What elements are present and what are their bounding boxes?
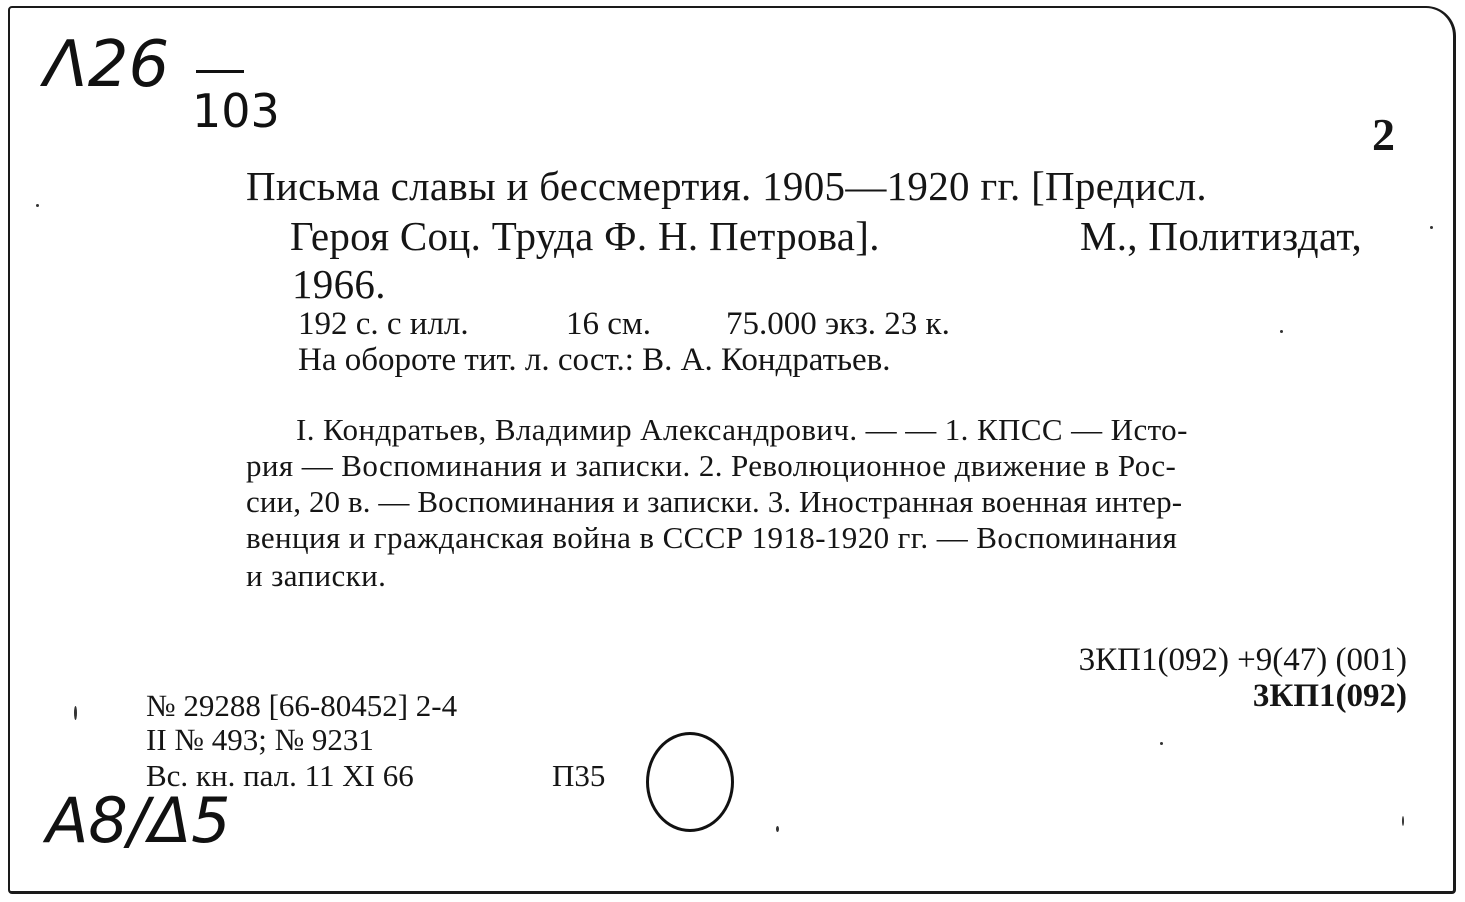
shelf-fraction-bar — [196, 70, 244, 73]
entry-statement-line: Героя Соц. Труда Ф. Н. Петрова]. — [290, 213, 880, 259]
classification-index: 3КП1(092) +9(47) (001) — [1078, 642, 1407, 678]
scan-speck — [1160, 742, 1163, 745]
author-mark: П35 — [552, 758, 606, 793]
scan-speck — [776, 826, 779, 832]
registry-number: № 29288 [66-80452] 2-4 — [146, 688, 458, 723]
handwritten-shelf-fraction: 103 — [192, 84, 280, 138]
subject-line: рия — Воспоминания и записки. 2. Революционное движение в Рос- — [246, 448, 1177, 483]
chamber-date: Вс. кн. пал. 11 XI 66 — [146, 758, 414, 793]
subject-line: и записки. — [246, 558, 387, 593]
scan-speck — [36, 204, 39, 207]
scan-speck — [74, 706, 77, 720]
card-number: 2 — [1372, 109, 1395, 160]
compiler-note: На обороте тит. л. сост.: В. А. Кондратьев. — [298, 342, 891, 378]
handwritten-inventory-mark: A8/Δ5 — [46, 784, 231, 857]
subject-line: сии, 20 в. — Воспоминания и записки. 3. Иностранная военная интер- — [246, 484, 1183, 519]
entry-year: 1966. — [292, 261, 386, 307]
subject-line: венция и гражданская война в СССР 1918-1920 гг. — Воспоминания — [246, 520, 1178, 555]
subject-line: I. Кондратьев, Владимир Александрович. — — 1. КПСС — Исто- — [296, 412, 1188, 447]
punch-hole — [646, 732, 734, 832]
registry-numbers: II № 493; № 9231 — [146, 722, 374, 757]
scan-speck — [1280, 330, 1283, 333]
collation-size: 16 см. — [566, 306, 652, 342]
entry-imprint: М., Политиздат, — [1080, 213, 1363, 259]
classification-index-secondary: 3КП1(092) — [1252, 678, 1407, 714]
scan-speck — [1402, 816, 1404, 826]
scan-speck — [1430, 226, 1433, 229]
collation-pages: 192 с. с илл. — [298, 306, 469, 342]
collation-run: 75.000 экз. 23 к. — [726, 306, 950, 342]
entry-title-line: Письма славы и бессмертия. 1905—1920 гг. [Предисл. — [246, 163, 1207, 209]
handwritten-shelf-mark: Λ26 — [44, 28, 170, 102]
